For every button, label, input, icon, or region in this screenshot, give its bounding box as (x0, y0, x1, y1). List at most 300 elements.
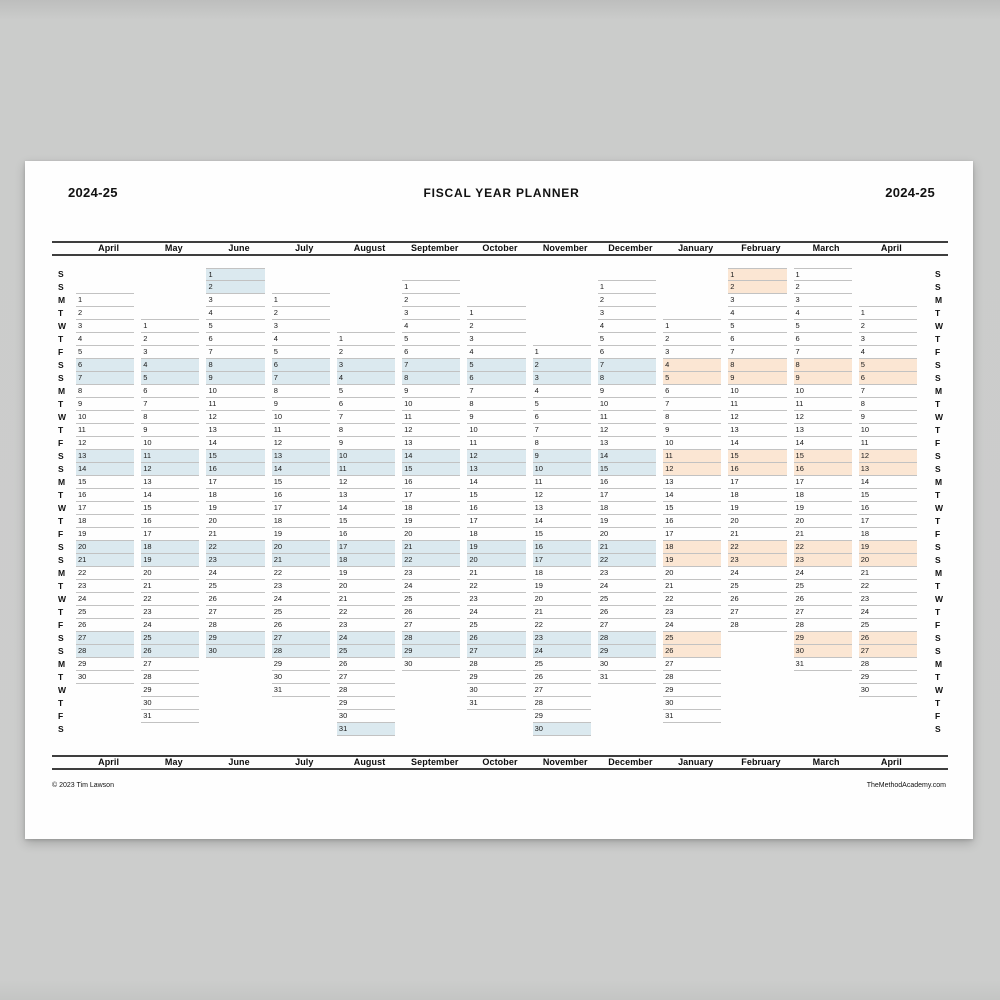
date-cell: 6 (272, 359, 330, 372)
date-cell: 14 (337, 502, 395, 515)
date-cell: 29 (859, 671, 917, 684)
date-cell: 13 (272, 450, 330, 463)
date-cell: 18 (728, 489, 786, 502)
empty-cell (859, 723, 917, 736)
date-cell: 23 (859, 593, 917, 606)
date-cell: 2 (402, 294, 460, 307)
date-cell: 7 (141, 398, 199, 411)
month-label-april: April (98, 243, 120, 253)
date-cell: 27 (859, 645, 917, 658)
date-cell: 17 (402, 489, 460, 502)
date-cell: 20 (141, 567, 199, 580)
date-cell: 14 (794, 437, 852, 450)
month-label-july: July (295, 243, 314, 253)
date-cell: 12 (859, 450, 917, 463)
month-label-october: October (482, 243, 518, 253)
date-cell: 3 (663, 346, 721, 359)
empty-cell (663, 294, 721, 307)
day-label: T (934, 490, 941, 500)
date-cell: 17 (533, 554, 591, 567)
date-cell: 30 (337, 710, 395, 723)
month-label-december: December (608, 243, 653, 253)
date-cell: 5 (141, 372, 199, 385)
date-cell: 21 (141, 580, 199, 593)
empty-cell (272, 697, 330, 710)
empty-cell (533, 307, 591, 320)
date-cell: 5 (859, 359, 917, 372)
date-cell: 3 (141, 346, 199, 359)
date-cell: 1 (663, 320, 721, 333)
date-cell: 16 (337, 528, 395, 541)
date-cell: 30 (794, 645, 852, 658)
date-cell: 22 (467, 580, 525, 593)
date-cell: 6 (76, 359, 134, 372)
date-cell: 29 (76, 658, 134, 671)
date-cell: 5 (272, 346, 330, 359)
date-cell: 8 (272, 385, 330, 398)
empty-cell (663, 268, 721, 281)
day-label: M (58, 659, 66, 669)
date-cell: 17 (794, 476, 852, 489)
date-cell: 15 (272, 476, 330, 489)
date-cell: 23 (337, 619, 395, 632)
date-cell: 19 (402, 515, 460, 528)
date-cell: 30 (402, 658, 460, 671)
date-cell: 4 (206, 307, 264, 320)
empty-cell (272, 723, 330, 736)
date-cell: 19 (663, 554, 721, 567)
date-cell: 8 (794, 359, 852, 372)
date-cell: 4 (598, 320, 656, 333)
day-label: S (934, 633, 941, 643)
date-cell: 12 (533, 489, 591, 502)
date-cell: 7 (728, 346, 786, 359)
date-cell: 13 (663, 476, 721, 489)
website-text: TheMethodAcademy.com (866, 782, 946, 789)
date-cell: 28 (728, 619, 786, 632)
date-cell: 1 (794, 268, 852, 281)
date-cell: 8 (337, 424, 395, 437)
header (68, 185, 935, 201)
day-label: S (934, 646, 941, 656)
date-cell: 1 (859, 307, 917, 320)
date-cell: 19 (206, 502, 264, 515)
date-cell: 12 (794, 411, 852, 424)
date-cell: 4 (76, 333, 134, 346)
date-cell: 19 (533, 580, 591, 593)
date-cell: 31 (337, 723, 395, 736)
date-cell: 29 (206, 632, 264, 645)
date-cell: 28 (533, 697, 591, 710)
date-cell: 19 (794, 502, 852, 515)
day-label: S (58, 633, 64, 643)
day-label: S (58, 373, 64, 383)
day-label: S (58, 646, 64, 656)
date-cell: 11 (337, 463, 395, 476)
date-cell: 16 (467, 502, 525, 515)
day-label: M (58, 295, 66, 305)
date-cell: 21 (728, 528, 786, 541)
date-cell: 7 (533, 424, 591, 437)
month-label-april: April (880, 757, 902, 767)
month-label-march: March (812, 757, 840, 767)
date-cell: 8 (598, 372, 656, 385)
month-column-october (467, 268, 532, 736)
date-cell: 8 (467, 398, 525, 411)
empty-cell (206, 658, 264, 671)
date-cell: 17 (337, 541, 395, 554)
date-cell: 29 (272, 658, 330, 671)
date-cell: 2 (206, 281, 264, 294)
date-cell: 11 (859, 437, 917, 450)
date-cell: 20 (533, 593, 591, 606)
day-label: T (58, 607, 64, 617)
date-cell: 17 (663, 528, 721, 541)
date-cell: 25 (598, 593, 656, 606)
date-cell: 16 (533, 541, 591, 554)
date-cell: 27 (76, 632, 134, 645)
month-label-september: September (411, 243, 459, 253)
day-label: S (58, 451, 64, 461)
empty-cell (598, 684, 656, 697)
date-cell: 21 (533, 606, 591, 619)
empty-cell (859, 697, 917, 710)
empty-cell (76, 710, 134, 723)
date-cell: 12 (272, 437, 330, 450)
date-cell: 7 (663, 398, 721, 411)
day-label: M (934, 568, 943, 578)
date-cell: 11 (728, 398, 786, 411)
date-cell: 22 (141, 593, 199, 606)
date-cell: 9 (533, 450, 591, 463)
date-cell: 17 (206, 476, 264, 489)
date-cell: 15 (794, 450, 852, 463)
date-cell: 3 (206, 294, 264, 307)
date-cell: 2 (76, 307, 134, 320)
date-cell: 28 (467, 658, 525, 671)
date-cell: 22 (794, 541, 852, 554)
date-cell: 16 (206, 463, 264, 476)
date-cell: 24 (533, 645, 591, 658)
date-cell: 6 (598, 346, 656, 359)
date-cell: 23 (728, 554, 786, 567)
date-cell: 9 (859, 411, 917, 424)
month-label-august: August (353, 243, 386, 253)
date-cell: 18 (467, 528, 525, 541)
date-cell: 4 (467, 346, 525, 359)
day-label-column-right (924, 268, 948, 736)
day-label: S (934, 555, 941, 565)
empty-cell (794, 723, 852, 736)
empty-cell (76, 268, 134, 281)
date-cell: 19 (728, 502, 786, 515)
date-cell: 11 (76, 424, 134, 437)
date-cell: 24 (598, 580, 656, 593)
empty-lined-cell (533, 333, 591, 346)
date-cell: 12 (206, 411, 264, 424)
empty-cell (794, 684, 852, 697)
month-band-top (52, 241, 948, 256)
date-cell: 24 (467, 606, 525, 619)
date-cell: 12 (141, 463, 199, 476)
day-label: T (934, 334, 941, 344)
date-cell: 20 (663, 567, 721, 580)
date-cell: 28 (859, 658, 917, 671)
date-cell: 2 (728, 281, 786, 294)
date-cell: 31 (663, 710, 721, 723)
date-cell: 26 (663, 645, 721, 658)
month-label-november: November (542, 243, 588, 253)
empty-cell (859, 268, 917, 281)
date-cell: 10 (728, 385, 786, 398)
date-cell: 7 (598, 359, 656, 372)
date-cell: 24 (859, 606, 917, 619)
date-cell: 10 (794, 385, 852, 398)
date-cell: 16 (402, 476, 460, 489)
day-label: W (58, 685, 67, 695)
day-label: W (58, 321, 67, 331)
date-cell: 3 (467, 333, 525, 346)
month-label-may: May (164, 757, 183, 767)
month-label-june: June (228, 757, 250, 767)
date-cell: 23 (794, 554, 852, 567)
date-cell: 29 (402, 645, 460, 658)
empty-cell (728, 684, 786, 697)
empty-cell (206, 697, 264, 710)
date-cell: 25 (467, 619, 525, 632)
empty-cell (728, 671, 786, 684)
date-cell: 11 (467, 437, 525, 450)
date-cell: 8 (206, 359, 264, 372)
date-cell: 19 (859, 541, 917, 554)
date-cell: 12 (663, 463, 721, 476)
date-cell: 18 (206, 489, 264, 502)
month-column-september (402, 268, 467, 736)
date-cell: 16 (663, 515, 721, 528)
day-label: T (58, 698, 64, 708)
date-cell: 27 (402, 619, 460, 632)
date-cell: 10 (337, 450, 395, 463)
date-cell: 10 (663, 437, 721, 450)
date-cell: 26 (337, 658, 395, 671)
date-cell: 18 (794, 489, 852, 502)
day-label: T (934, 425, 941, 435)
date-cell: 30 (141, 697, 199, 710)
empty-cell (402, 671, 460, 684)
month-label-january: January (678, 243, 714, 253)
date-cell: 4 (663, 359, 721, 372)
date-cell: 11 (402, 411, 460, 424)
date-cell: 25 (272, 606, 330, 619)
date-cell: 26 (728, 593, 786, 606)
month-label-april: April (98, 757, 120, 767)
date-cell: 9 (402, 385, 460, 398)
date-cell: 30 (663, 697, 721, 710)
date-cell: 2 (141, 333, 199, 346)
date-cell: 24 (794, 567, 852, 580)
date-cell: 27 (206, 606, 264, 619)
date-cell: 10 (402, 398, 460, 411)
date-cell: 19 (337, 567, 395, 580)
date-cell: 20 (272, 541, 330, 554)
month-label-march: March (812, 243, 840, 253)
date-cell: 3 (402, 307, 460, 320)
date-cell: 9 (206, 372, 264, 385)
day-label: T (934, 698, 941, 708)
day-label: W (934, 685, 944, 695)
date-cell: 21 (794, 528, 852, 541)
date-cell: 12 (402, 424, 460, 437)
date-cell: 3 (272, 320, 330, 333)
empty-cell (794, 671, 852, 684)
year-label-right: 2024-25 (885, 185, 935, 200)
date-cell: 31 (467, 697, 525, 710)
day-label: S (58, 724, 64, 734)
day-label: F (58, 711, 64, 721)
date-cell: 10 (272, 411, 330, 424)
date-cell: 8 (76, 385, 134, 398)
month-column-march (794, 268, 859, 736)
day-label: T (58, 308, 64, 318)
date-cell: 23 (598, 567, 656, 580)
date-cell: 19 (598, 515, 656, 528)
date-cell: 15 (859, 489, 917, 502)
month-column-january (663, 268, 728, 736)
empty-cell (467, 268, 525, 281)
date-cell: 7 (859, 385, 917, 398)
day-label: W (934, 594, 944, 604)
date-cell: 12 (337, 476, 395, 489)
month-label-february: February (741, 757, 781, 767)
day-label: S (934, 724, 941, 734)
empty-cell (598, 710, 656, 723)
date-cell: 26 (598, 606, 656, 619)
date-cell: 17 (598, 489, 656, 502)
date-cell: 6 (337, 398, 395, 411)
date-cell: 23 (206, 554, 264, 567)
date-cell: 20 (76, 541, 134, 554)
month-column-april (76, 268, 141, 736)
month-label-september: September (411, 757, 459, 767)
date-cell: 17 (272, 502, 330, 515)
month-column-june (206, 268, 271, 736)
date-cell: 10 (598, 398, 656, 411)
date-cell: 1 (728, 268, 786, 281)
date-cell: 22 (728, 541, 786, 554)
day-label: S (58, 360, 64, 370)
day-label: W (58, 503, 67, 513)
date-cell: 27 (141, 658, 199, 671)
day-label: F (934, 347, 941, 357)
date-cell: 5 (76, 346, 134, 359)
date-cell: 1 (206, 268, 264, 281)
date-cell: 8 (859, 398, 917, 411)
date-cell: 2 (859, 320, 917, 333)
empty-cell (272, 710, 330, 723)
date-cell: 24 (663, 619, 721, 632)
date-cell: 12 (76, 437, 134, 450)
date-cell: 14 (663, 489, 721, 502)
empty-cell (402, 723, 460, 736)
date-cell: 13 (598, 437, 656, 450)
day-label: T (58, 334, 64, 344)
date-cell: 18 (141, 541, 199, 554)
date-cell: 5 (794, 320, 852, 333)
empty-cell (467, 281, 525, 294)
date-cell: 16 (794, 463, 852, 476)
date-cell: 27 (337, 671, 395, 684)
month-column-november (533, 268, 598, 736)
footer (52, 782, 946, 794)
day-label: F (934, 529, 941, 539)
empty-cell (76, 697, 134, 710)
month-column-july (272, 268, 337, 736)
date-cell: 24 (76, 593, 134, 606)
date-cell: 5 (467, 359, 525, 372)
date-cell: 15 (141, 502, 199, 515)
date-cell: 15 (76, 476, 134, 489)
date-cell: 11 (794, 398, 852, 411)
date-cell: 5 (533, 398, 591, 411)
month-label-december: December (608, 757, 653, 767)
date-cell: 29 (533, 710, 591, 723)
date-cell: 2 (467, 320, 525, 333)
date-cell: 20 (402, 528, 460, 541)
date-cell: 11 (663, 450, 721, 463)
date-cell: 31 (272, 684, 330, 697)
date-cell: 9 (141, 424, 199, 437)
empty-cell (794, 710, 852, 723)
date-cell: 18 (533, 567, 591, 580)
date-cell: 11 (598, 411, 656, 424)
date-cell: 21 (467, 567, 525, 580)
date-cell: 8 (728, 359, 786, 372)
date-cell: 11 (141, 450, 199, 463)
empty-lined-cell (76, 281, 134, 294)
empty-cell (728, 710, 786, 723)
empty-cell (206, 684, 264, 697)
date-cell: 7 (402, 359, 460, 372)
date-cell: 22 (76, 567, 134, 580)
month-column-february (728, 268, 793, 736)
date-cell: 9 (794, 372, 852, 385)
date-cell: 27 (728, 606, 786, 619)
day-label: M (934, 477, 943, 487)
date-cell: 3 (794, 294, 852, 307)
day-label: W (934, 412, 944, 422)
date-cell: 22 (598, 554, 656, 567)
empty-cell (598, 697, 656, 710)
empty-cell (141, 268, 199, 281)
day-label: M (934, 295, 943, 305)
date-cell: 6 (794, 333, 852, 346)
date-cell: 9 (663, 424, 721, 437)
empty-cell (141, 281, 199, 294)
date-cell: 28 (794, 619, 852, 632)
date-cell: 1 (533, 346, 591, 359)
date-cell: 15 (598, 463, 656, 476)
date-cell: 6 (663, 385, 721, 398)
day-label: T (58, 399, 64, 409)
date-cell: 22 (859, 580, 917, 593)
date-cell: 31 (598, 671, 656, 684)
date-cell: 5 (663, 372, 721, 385)
date-cell: 2 (533, 359, 591, 372)
day-label: T (934, 516, 941, 526)
date-cell: 13 (467, 463, 525, 476)
empty-lined-cell (598, 268, 656, 281)
date-cell: 1 (402, 281, 460, 294)
